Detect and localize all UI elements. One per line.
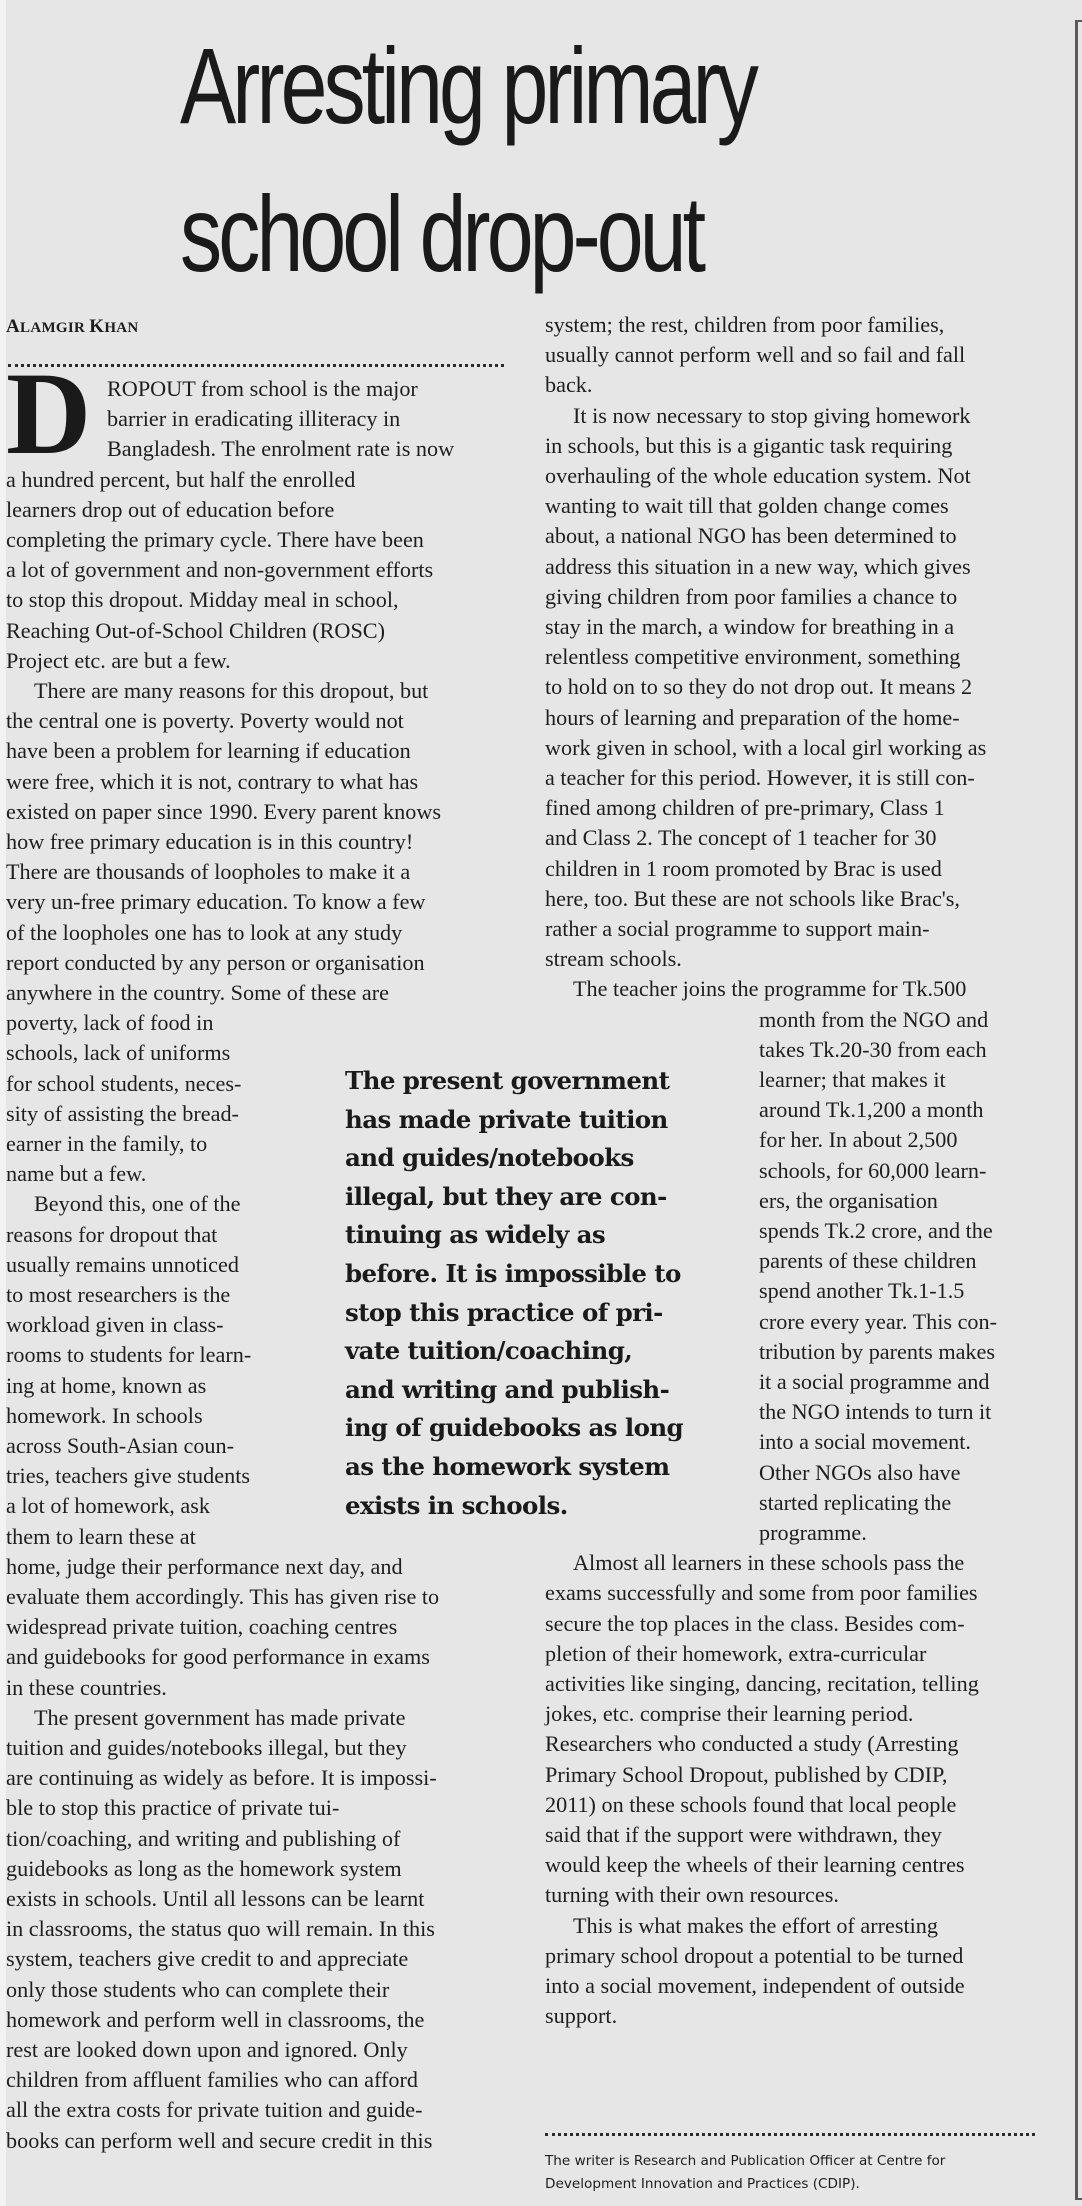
body-line: workload given in class-	[6, 1312, 224, 1338]
byline-initial: K	[89, 316, 105, 337]
body-line: and Class 2. The concept of 1 teacher for 30	[545, 825, 937, 851]
body-line: jokes, etc. comprise their learning period.	[545, 1701, 914, 1727]
body-line: pletion of their homework, extra-curricular	[545, 1640, 927, 1666]
body-line: system, teachers give credit to and appreciate	[6, 1946, 409, 1972]
body-line: completing the primary cycle. There have been	[6, 527, 424, 552]
body-line: the NGO intends to turn it	[759, 1399, 992, 1425]
pull-quote-line: and writing and publish-	[345, 1374, 670, 1404]
body-line: ROPOUT from school is the major	[107, 376, 418, 401]
body-line: tion/coaching, and writing and publishing of	[6, 1825, 401, 1851]
body-line: ble to stop this practice of private tui-	[6, 1795, 340, 1821]
body-line: a lot of homework, ask	[6, 1493, 210, 1519]
body-line: to hold on to so they do not drop out. It means 2	[545, 674, 973, 700]
body-line: sity of assisting the bread-	[6, 1100, 239, 1126]
byline-smallcaps: LAMGIR	[20, 320, 90, 336]
dotted-divider-bottom	[545, 2133, 1035, 2136]
body-line: report conducted by any person or organisation	[6, 949, 425, 975]
body-line: ers, the organisation	[759, 1187, 938, 1213]
body-line: system; the rest, children from poor families,	[545, 312, 945, 337]
body-line: Researchers who conducted a study (Arresting	[545, 1731, 959, 1757]
body-line: children from affluent families who can afford	[6, 2067, 418, 2093]
body-line: a hundred percent, but half the enrolled	[6, 466, 356, 492]
pull-quote-line: illegal, but they are con-	[345, 1181, 667, 1211]
body-line: exams successfully and some from poor families	[545, 1580, 978, 1606]
body-line: stay in the march, a window for breathing in a	[545, 614, 955, 639]
body-line: books can perform well and secure credit in this	[6, 2127, 433, 2153]
headline-line-1: Arresting primary	[180, 25, 756, 146]
body-line: exists in schools. Until all lessons can be learnt	[6, 1886, 425, 1911]
body-line: 2011) on these schools found that local people	[545, 1791, 957, 1817]
pull-quote-line: before. It is impossible to	[345, 1259, 681, 1288]
body-line: name but a few.	[6, 1161, 147, 1187]
body-line: in classrooms, the status quo will remain. In this	[6, 1916, 435, 1942]
body-line: it a social programme and	[759, 1369, 990, 1394]
body-line: crore every year. This con-	[759, 1308, 997, 1334]
body-line: spend another Tk.1-1.5	[759, 1278, 965, 1304]
body-line: started replicating the	[759, 1489, 952, 1515]
body-line: to most researchers is the	[6, 1282, 231, 1307]
body-line: for school students, neces-	[6, 1070, 242, 1096]
body-line: hours of learning and preparation of the home-	[545, 704, 960, 730]
body-line: Almost all learners in these schools pass the	[573, 1550, 965, 1576]
article-headline	[180, 12, 804, 308]
body-line: here, too. But these are not schools like Brac's,	[545, 885, 960, 911]
body-line: are continuing as widely as before. It is impossi-	[6, 1765, 437, 1791]
body-line: This is what makes the effort of arresting	[573, 1912, 938, 1938]
body-line: were free, which it is not, contrary to what has	[6, 768, 419, 794]
body-line: There are thousands of loopholes to make it a	[6, 859, 411, 885]
body-line: learners drop out of education before	[6, 496, 335, 522]
body-line: a teacher for this period. However, it is still con-	[545, 765, 975, 790]
body-line: rest are looked down upon and ignored. Only	[6, 2037, 408, 2062]
body-line: barrier in eradicating illiteracy in	[107, 406, 401, 432]
pull-quote-line: vate tuition/coaching,	[345, 1336, 633, 1366]
body-line: ing at home, known as	[6, 1372, 207, 1398]
body-line: turning with their own resources.	[545, 1882, 839, 1908]
body-line: home, judge their performance next day, and	[6, 1553, 403, 1579]
byline	[6, 316, 139, 338]
body-line: all the extra costs for private tuition and guide-	[6, 2097, 423, 2123]
body-line: guidebooks as long as the homework system	[6, 1855, 402, 1881]
body-line: work given in school, with a local girl working as	[545, 734, 987, 760]
body-line: tuition and guides/notebooks illegal, but they	[6, 1735, 407, 1760]
body-line: earner in the family, to	[6, 1131, 208, 1156]
body-line: in schools, but this is a gigantic task requiring	[545, 432, 953, 458]
right-border-foot	[1075, 2198, 1082, 2200]
body-line: overhauling of the whole education system. Not	[545, 463, 971, 488]
body-line: programme.	[759, 1520, 867, 1545]
body-line: usually cannot perform well and so fail and fall	[545, 342, 966, 368]
body-line: month from the NGO and	[759, 1006, 989, 1032]
body-line: takes Tk.20-30 from each	[759, 1036, 987, 1062]
body-line: There are many reasons for this dropout, but	[34, 678, 429, 703]
body-line: very un-free primary education. To know a few	[6, 889, 426, 915]
body-line: Primary School Dropout, published by CDIP,	[545, 1761, 948, 1787]
body-line: only those students who can complete their	[6, 1976, 390, 2002]
body-line: Bangladesh. The enrolment rate is now	[107, 436, 455, 462]
body-line: schools, lack of uniforms	[6, 1040, 231, 1066]
body-line: in these countries.	[6, 1674, 167, 1700]
body-line: parents of these children	[759, 1248, 977, 1274]
body-line: giving children from poor families a chance to	[545, 583, 958, 609]
body-line: of the loopholes one has to look at any study	[6, 919, 403, 945]
pull-quote-line: and guides/notebooks	[345, 1143, 634, 1173]
pull-quote-line: ing of guidebooks as long	[345, 1413, 684, 1443]
pull-quote-line: exists in schools.	[345, 1490, 568, 1520]
body-line: reasons for dropout that	[6, 1221, 218, 1247]
pull-quote-line: tinuing as widely as	[345, 1220, 606, 1250]
body-line: rooms to students for learn-	[6, 1342, 252, 1368]
body-line: primary school dropout a potential to be turned	[545, 1942, 964, 1968]
body-line: across South-Asian coun-	[6, 1433, 234, 1458]
body-line: widespread private tuition, coaching centres	[6, 1614, 398, 1640]
body-line: rather a social programme to support main-	[545, 916, 930, 941]
body-line: existed on paper since 1990. Every parent knows	[6, 798, 441, 824]
body-line: The present government has made private	[34, 1704, 406, 1730]
body-line: into a social movement, independent of outside	[545, 1973, 965, 1998]
body-line: wanting to wait till that golden change comes	[545, 493, 949, 519]
right-border-cap	[1075, 20, 1082, 22]
body-line: It is now necessary to stop giving homework	[573, 402, 971, 428]
body-line: relentless competitive environment, something	[545, 644, 961, 670]
drop-cap: D	[6, 348, 92, 479]
body-line: for her. In about 2,500	[759, 1127, 958, 1153]
body-line: anywhere in the country. Some of these are	[6, 980, 390, 1005]
body-line: homework. In schools	[6, 1402, 203, 1428]
body-line: Beyond this, one of the	[34, 1191, 241, 1217]
body-line: into a social movement.	[759, 1429, 971, 1455]
body-line: fined among children of pre-primary, Class 1	[545, 795, 945, 821]
body-line: Project etc. are but a few.	[6, 647, 231, 673]
body-line: how free primary education is in this country!	[6, 829, 414, 854]
byline-initial: A	[6, 316, 21, 337]
body-line: would keep the wheels of their learning centres	[545, 1852, 965, 1878]
body-line: evaluate them accordingly. This has given rise to	[6, 1584, 440, 1609]
body-line: the central one is poverty. Poverty would not	[6, 708, 404, 734]
body-line: stream schools.	[545, 946, 682, 972]
body-line: tribution by parents makes	[759, 1338, 996, 1364]
footnote-line: Development Innovation and Practices (CDIP).	[545, 2176, 860, 2192]
body-line: activities like singing, dancing, recitation, telling	[545, 1671, 979, 1696]
pull-quote-line: as the homework system	[345, 1452, 670, 1481]
footnote-line: The writer is Research and Publication Officer at Centre for	[545, 2153, 946, 2169]
body-line: to stop this dropout. Midday meal in school,	[6, 587, 399, 613]
byline-smallcaps: HAN	[104, 320, 139, 336]
body-line: The teacher joins the programme for Tk.500	[573, 976, 967, 1002]
body-line: and guidebooks for good performance in exams	[6, 1644, 430, 1670]
body-line: address this situation in a new way, which gives	[545, 553, 971, 579]
body-line: spends Tk.2 crore, and the	[759, 1218, 993, 1243]
body-line: Other NGOs also have	[759, 1459, 961, 1485]
body-line: usually remains unnoticed	[6, 1251, 239, 1277]
body-line: schools, for 60,000 learn-	[759, 1157, 987, 1183]
right-border-rule	[1075, 20, 1078, 2200]
body-line: a lot of government and non-government efforts	[6, 557, 434, 583]
body-line: them to learn these at	[6, 1523, 196, 1549]
pull-quote-line: has made private tuition	[345, 1104, 668, 1134]
body-line: children in 1 room promoted by Brac is used	[545, 855, 942, 881]
body-line: said that if the support were withdrawn, they	[545, 1822, 942, 1847]
body-line: back.	[545, 372, 593, 398]
body-line: Reaching Out-of-School Children (ROSC)	[6, 617, 385, 643]
body-line: learner; that makes it	[759, 1067, 946, 1092]
body-line: secure the top places in the class. Besides com-	[545, 1610, 965, 1636]
headline-line-2: school drop-out	[180, 173, 703, 294]
body-line: about, a national NGO has been determined to	[545, 523, 957, 549]
body-line: tries, teachers give students	[6, 1463, 250, 1489]
body-line: support.	[545, 2003, 618, 2029]
pull-quote-line: The present government	[345, 1066, 670, 1095]
body-line: homework and perform well in classrooms, the	[6, 2006, 425, 2032]
body-line: poverty, lack of food in	[6, 1010, 214, 1036]
body-line: around Tk.1,200 a month	[759, 1097, 984, 1123]
pull-quote-line: stop this practice of pri-	[345, 1297, 663, 1327]
body-line: have been a problem for learning if education	[6, 738, 411, 764]
